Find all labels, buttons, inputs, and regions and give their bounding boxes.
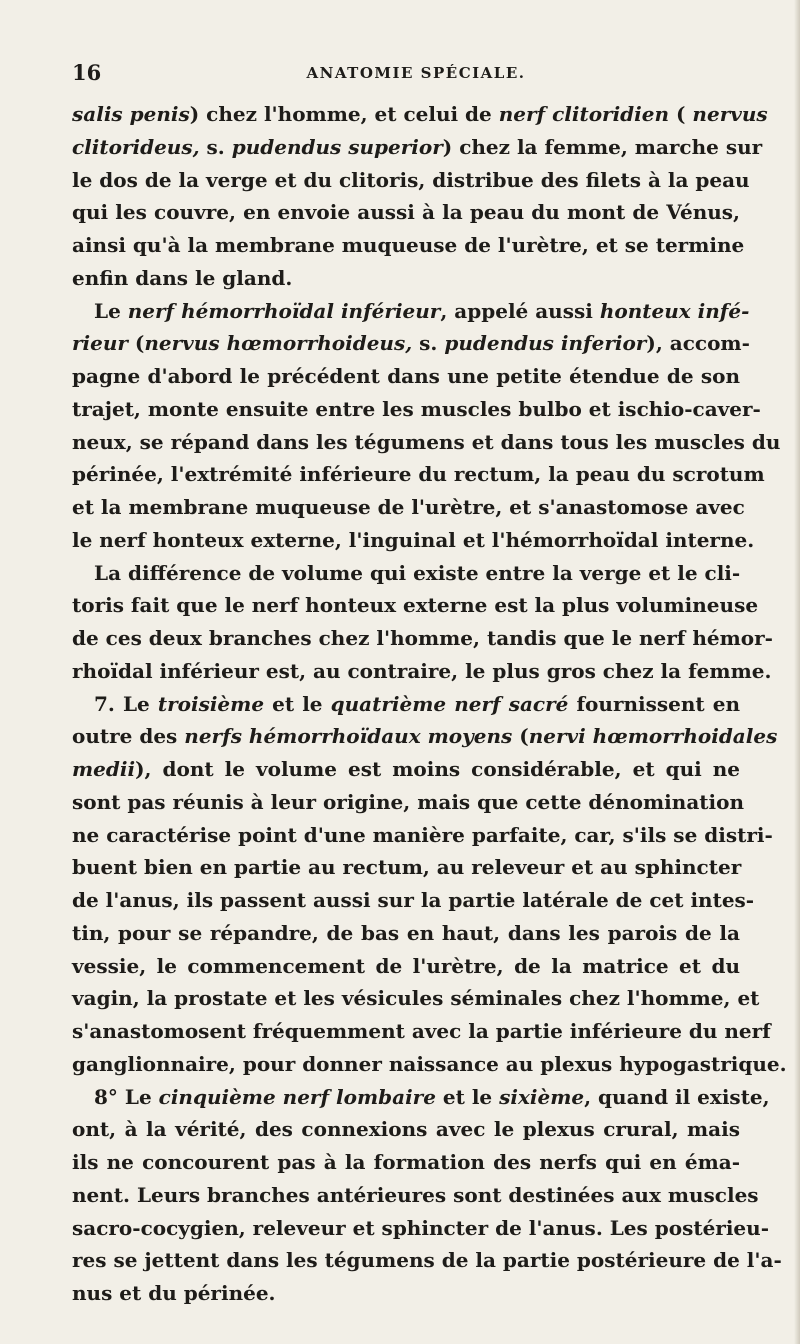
italic-term: sixième [499,1084,585,1109]
text-run: ainsi qu'à la membrane muqueuse de l'urètre, et se termine [72,233,745,257]
text-run: ( [127,331,145,356]
text-run: ne caractérise point d'une manière parfaite, car, s'ils se distri- [72,822,773,847]
text-line [72,720,778,753]
text-line [72,1212,770,1245]
text-line [72,393,761,426]
italic-term: troisième [157,691,265,716]
italic-term: nerf clitoridien [498,102,670,126]
running-head: ANATOMIE SPÉCIALE. [306,64,526,82]
text-line [72,917,740,950]
text-line [72,786,744,819]
text-line [72,557,740,590]
text-run: ), accom- [646,331,750,356]
text-run: Le [94,298,128,323]
text-run: outre des [72,724,185,749]
text-run: sont pas réunis à leur origine, mais que cette dénomination [72,789,744,814]
text-line [72,458,765,491]
text-line [72,753,740,786]
text-run: ), dont le volume est moins considérable, et qui ne [135,757,740,781]
body-text [72,98,787,1310]
italic-term: clitorideus, [72,134,200,159]
text-line [72,1244,782,1277]
text-line [72,360,740,393]
text-line [72,98,768,131]
page-edge-shadow [794,0,800,1344]
text-line [72,426,781,459]
text-run: ) chez la femme, marche sur [442,134,763,159]
italic-term: nervus [692,102,768,126]
italic-term: pudendus superior [231,134,443,159]
text-line [72,295,750,328]
text-run: vessie, le commencement de l'urètre, de la matrice et du [72,953,740,978]
text-line [72,982,760,1015]
text-run: trajet, monte ensuite entre les muscles bulbo et ischio-caver- [72,396,761,421]
text-run: res se jettent dans les tégumens de la partie postérieure de l'a- [72,1248,782,1273]
page-number: 16 [72,60,102,85]
text-line [72,950,740,983]
text-run: s. [199,134,232,159]
text-run: ils ne concourent pas à la formation des nerfs qui en éma- [72,1150,740,1174]
text-run: enfin dans le gland. [72,265,293,290]
text-line [72,1113,740,1146]
text-run: nus et du périnée. [72,1281,276,1305]
text-line [72,1048,787,1081]
text-line [72,262,740,295]
italic-term: nerfs hémorrhoïdaux moyens [184,724,513,749]
text-line [72,1015,771,1048]
text-run: buent bien en partie au rectum, au releveur et au sphincter [72,855,742,880]
text-line [72,164,750,197]
text-line [72,491,745,524]
text-line [72,851,740,884]
text-run: , appelé aussi [440,298,600,323]
text-run: périnée, l'extrémité inférieure du rectum, la peau du scrotum [72,462,765,487]
text-line [72,622,773,655]
italic-term: nervus hœmorrhoideus, [144,331,413,356]
text-run: et le [435,1084,500,1109]
text-run: 7. Le [94,691,158,716]
text-run: de l'anus, ils passent aussi sur la partie latérale de cet intes- [72,888,755,912]
italic-term: nervi hœmorrhoidales [528,724,778,749]
text-run: et la membrane muqueuse de l'urètre, et s'anastomose avec [72,495,745,519]
text-run: neux, se répand dans les tégumens et dans tous les muscles du [72,429,781,454]
text-run: le nerf honteux externe, l'inguinal et l'hémorrhoïdal interne. [72,527,755,552]
text-line [72,1277,740,1310]
text-run: ) chez l'homme, et celui de [189,102,499,126]
text-run: rhoïdal inférieur est, au contraire, le plus gros chez la femme. [72,658,772,683]
text-line [72,1081,770,1114]
text-line [72,229,745,262]
text-run: ( [512,724,529,749]
italic-term: honteux infé- [599,298,750,323]
text-line [72,1146,740,1179]
text-line [72,196,740,229]
text-line [72,131,763,164]
italic-term: salis penis [72,102,190,126]
text-run: 8° Le [94,1084,159,1109]
text-run: de ces deux branches chez l'homme, tandis que le nerf hémor- [72,626,773,650]
text-line [72,819,773,852]
text-run: La différence de volume qui existe entre la verge et le cli- [94,560,741,585]
italic-term: nerf hémorrhoïdal inférieur [127,298,441,323]
italic-term: rieur [72,331,128,356]
text-run: vagin, la prostate et les vésicules séminales chez l'homme, et [72,986,760,1011]
italic-term: medii [72,757,136,781]
text-run: , quand il existe, [584,1084,770,1109]
text-line [72,884,755,917]
text-run: qui les couvre, en envoie aussi à la peau du mont de Vénus, [72,200,740,225]
text-run: toris fait que le nerf honteux externe est la plus volumineuse [72,593,759,618]
text-run: ont, à la vérité, des connexions avec le plexus crural, mais [72,1117,740,1142]
text-run: et le [264,691,331,716]
text-run: s. [412,331,445,356]
text-line [72,589,759,622]
text-line [72,327,750,360]
text-run: fournissent en [568,691,740,716]
text-line [72,688,740,721]
italic-term: pudendus inferior [444,331,647,356]
text-line [72,655,772,688]
text-run: pagne d'abord le précédent dans une petite étendue de son [72,364,740,388]
text-run: ( [669,102,693,126]
text-line [72,1179,759,1212]
text-line [72,524,755,557]
text-run: nent. Leurs branches antérieures sont destinées aux muscles [72,1182,759,1207]
text-run: s'anastomosent fréquemment avec la partie inférieure du nerf [72,1019,771,1043]
page-header [72,60,740,88]
italic-term: quatrième nerf sacré [330,691,569,716]
text-run: le dos de la verge et du clitoris, distribue des filets à la peau [72,167,750,192]
text-run: tin, pour se répandre, de bas en haut, dans les parois de la [72,920,740,945]
italic-term: cinquième nerf lombaire [158,1084,436,1109]
text-run: sacro-cocygien, releveur et sphincter de l'anus. Les postérieu- [72,1215,770,1240]
text-run: ganglionnaire, pour donner naissance au plexus hypogastrique. [72,1051,787,1076]
